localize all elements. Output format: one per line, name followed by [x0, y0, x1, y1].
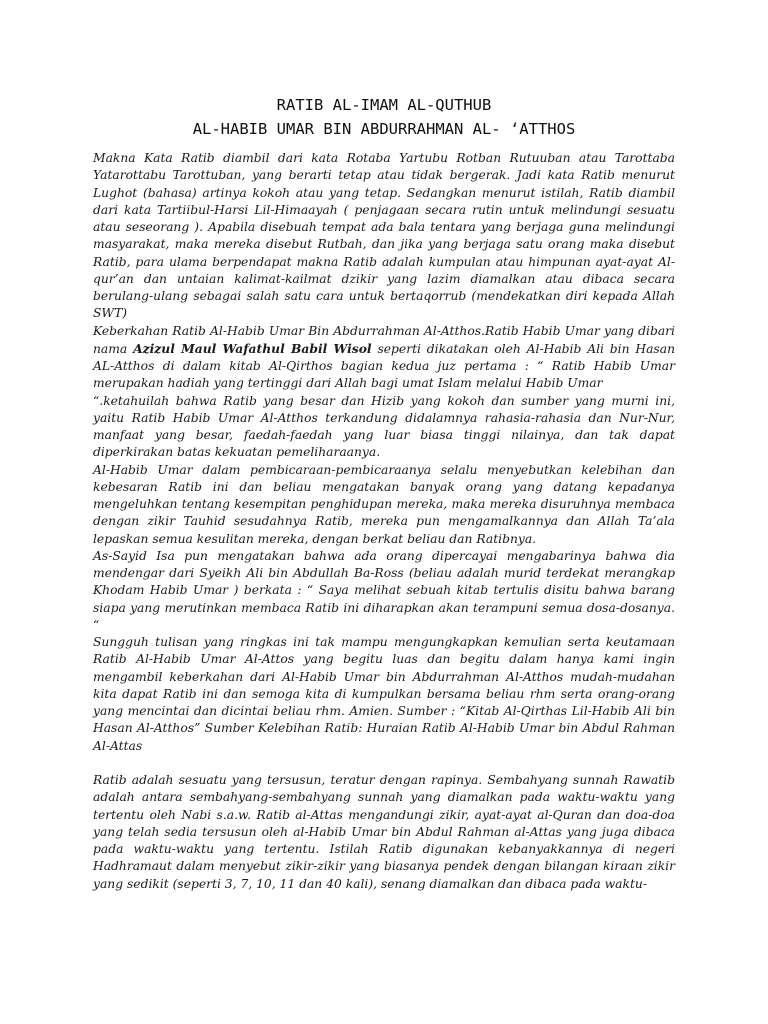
- document-body: [93, 150, 675, 893]
- document-title-line-2: AL-HABIB UMAR BIN ABDURRAHMAN AL- ‘ATTHOS: [192, 120, 576, 138]
- paragraph-ratib-blessing-end: seperti dikatakan oleh Al-Habib Ali bin Hasan AL-Atthos di dalam kitab Al-Qirthos bagian kedua juz pertama : “ Ratib Habib Umar merupakan hadiah yang tertinggi dari Allah bagi umat Islam melalui Habib Umar: [93, 341, 675, 391]
- paragraph-ratib-definition: Ratib adalah sesuatu yang tersusun, teratur dengan rapinya. Sembahyang sunnah Rawatib adalah antara sembahyang-sembahyang sunnah yang diamalkan pada waktu-waktu yang tertentu oleh Nabi s.a.w. Ratib al-Attas mengandungi zikir, ayat-ayat al-Quran dan doa-doa yang telah sedia tersusun oleh al-Habib Umar bin Abdul Rahman al-Attas yang juga dibaca pada waktu-waktu yang tertentu. Istilah Ratib digunakan kebanyakkannya di negeri Hadhramaut dalam menyebut zikir-zikir yang biasanya pendek dengan bilangan kiraan zikir yang sedikit (seperti 3, 7, 10, 11 dan 40 kali), senang diamalkan dan dibaca pada waktu-: [93, 773, 675, 891]
- paragraph-ratib-secrets: “.ketahuilah bahwa Ratib yang besar dan Hizib yang kokoh dan sumber yang murni ini, yaitu Ratib Habib Umar Al-Atthos terkandung didalamnya rahasia-rahasia dan Nur-Nur, manfaat yang besar, faedah-faedah yang luar biasa tinggi nilainya, dan tak dapat diperkirakan batas kekuatan pemeliharaanya.: [93, 393, 675, 460]
- paragraph-sayid-isa: As-Sayid Isa pun mengatakan bahwa ada orang dipercayai mengabarinya bahwa dia mendengar dari Syeikh Ali bin Abdullah Ba-Ross (beliau adalah murid terdekat merangkap Khodam Habib Umar ) berkata : “ Saya melihat sebuah kitab tertulis disitu bahwa barang siapa yang merutinkan membaca Ratib ini diharapkan akan terampuni semua dosa-dosanya. “: [93, 548, 675, 632]
- ratib-name-bold: Azizul Maul Wafathul Babil Wisol: [133, 340, 372, 356]
- paragraph-habib-umar-speech: Al-Habib Umar dalam pembicaraan-pembicaraanya selalu menyebutkan kelebihan dan kebesaran Ratib ini dan beliau mengatakan banyak orang yang datang kepadanya mengeluhkan tentang kesempitan penghidupan mereka, maka mereka disuruhnya membaca dengan zikir Tauhid sesudahnya Ratib, mereka pun mengamalkannya dan Allah Ta’ala lepaskan semua kesulitan mereka, dengan berkat beliau dan Ratibnya.: [93, 462, 675, 546]
- paragraph-summary-source: Sungguh tulisan yang ringkas ini tak mampu mengungkapkan kemulian serta keutamaan Ratib Al-Habib Umar Al-Attos yang begitu luas dan begitu dalam hanya kami ingin mengambil keberkahan dari Al-Habib Umar bin Abdurrahman Al-Atthos mudah-mudahan kita dapat Ratib ini dan semoga kita di kumpulkan bersama beliau rhm serta orang-orang yang mencintai dan dicintai beliau rhm. Amien. Sumber : “Kitab Al-Qirthas Lil-Habib Ali bin Hasan Al-Atthos” Sumber Kelebihan Ratib: Huraian Ratib Al-Habib Umar bin Abdul Rahman Al-Attas: [93, 635, 675, 753]
- paragraph-ratib-blessing: [93, 323, 675, 393]
- document-title-line-1: RATIB AL-IMAM AL-QUTHUB: [276, 96, 492, 114]
- paragraph-ratib-meaning: Makna Kata Ratib diambil dari kata Rotaba Yartubu Rotban Rutuuban atau Tarottaba Yatarottabu Tarottuban, yang berarti tetap atau tidak bergerak. Jadi kata Ratib menurut Lughot (bahasa) artinya kokoh atau yang tetap. Sedangkan menurut istilah, Ratib diambil dari kata Tartiibul-Harsi Lil-Himaayah ( penjagaan secara rutin untuk melindungi sesuatu atau seseorang ). Apabila disebuah tempat ada bala tentara yang berjaga guna melindungi masyarakat, maka mereka disebut Rutbah, dan jika yang berjaga satu orang maka disebut Ratib, para ulama berpendapat makna Ratib adalah kumpulan atau himpunan ayat-ayat Al-qur’an dan untaian kalimat-kailmat dzikir yang lazim diamalkan atau dibaca secara berulang-ulang sebagai salah satu cara untuk bertaqorrub (mendekatkan diri kepada Allah SWT): [93, 151, 675, 321]
- paragraph-ratib-blessing-start: Keberkahan Ratib Al-Habib Umar Bin Abdurrahman Al-Atthos.Ratib Habib Umar yang dibari nama: [93, 323, 675, 356]
- paragraph-spacer: [93, 755, 675, 772]
